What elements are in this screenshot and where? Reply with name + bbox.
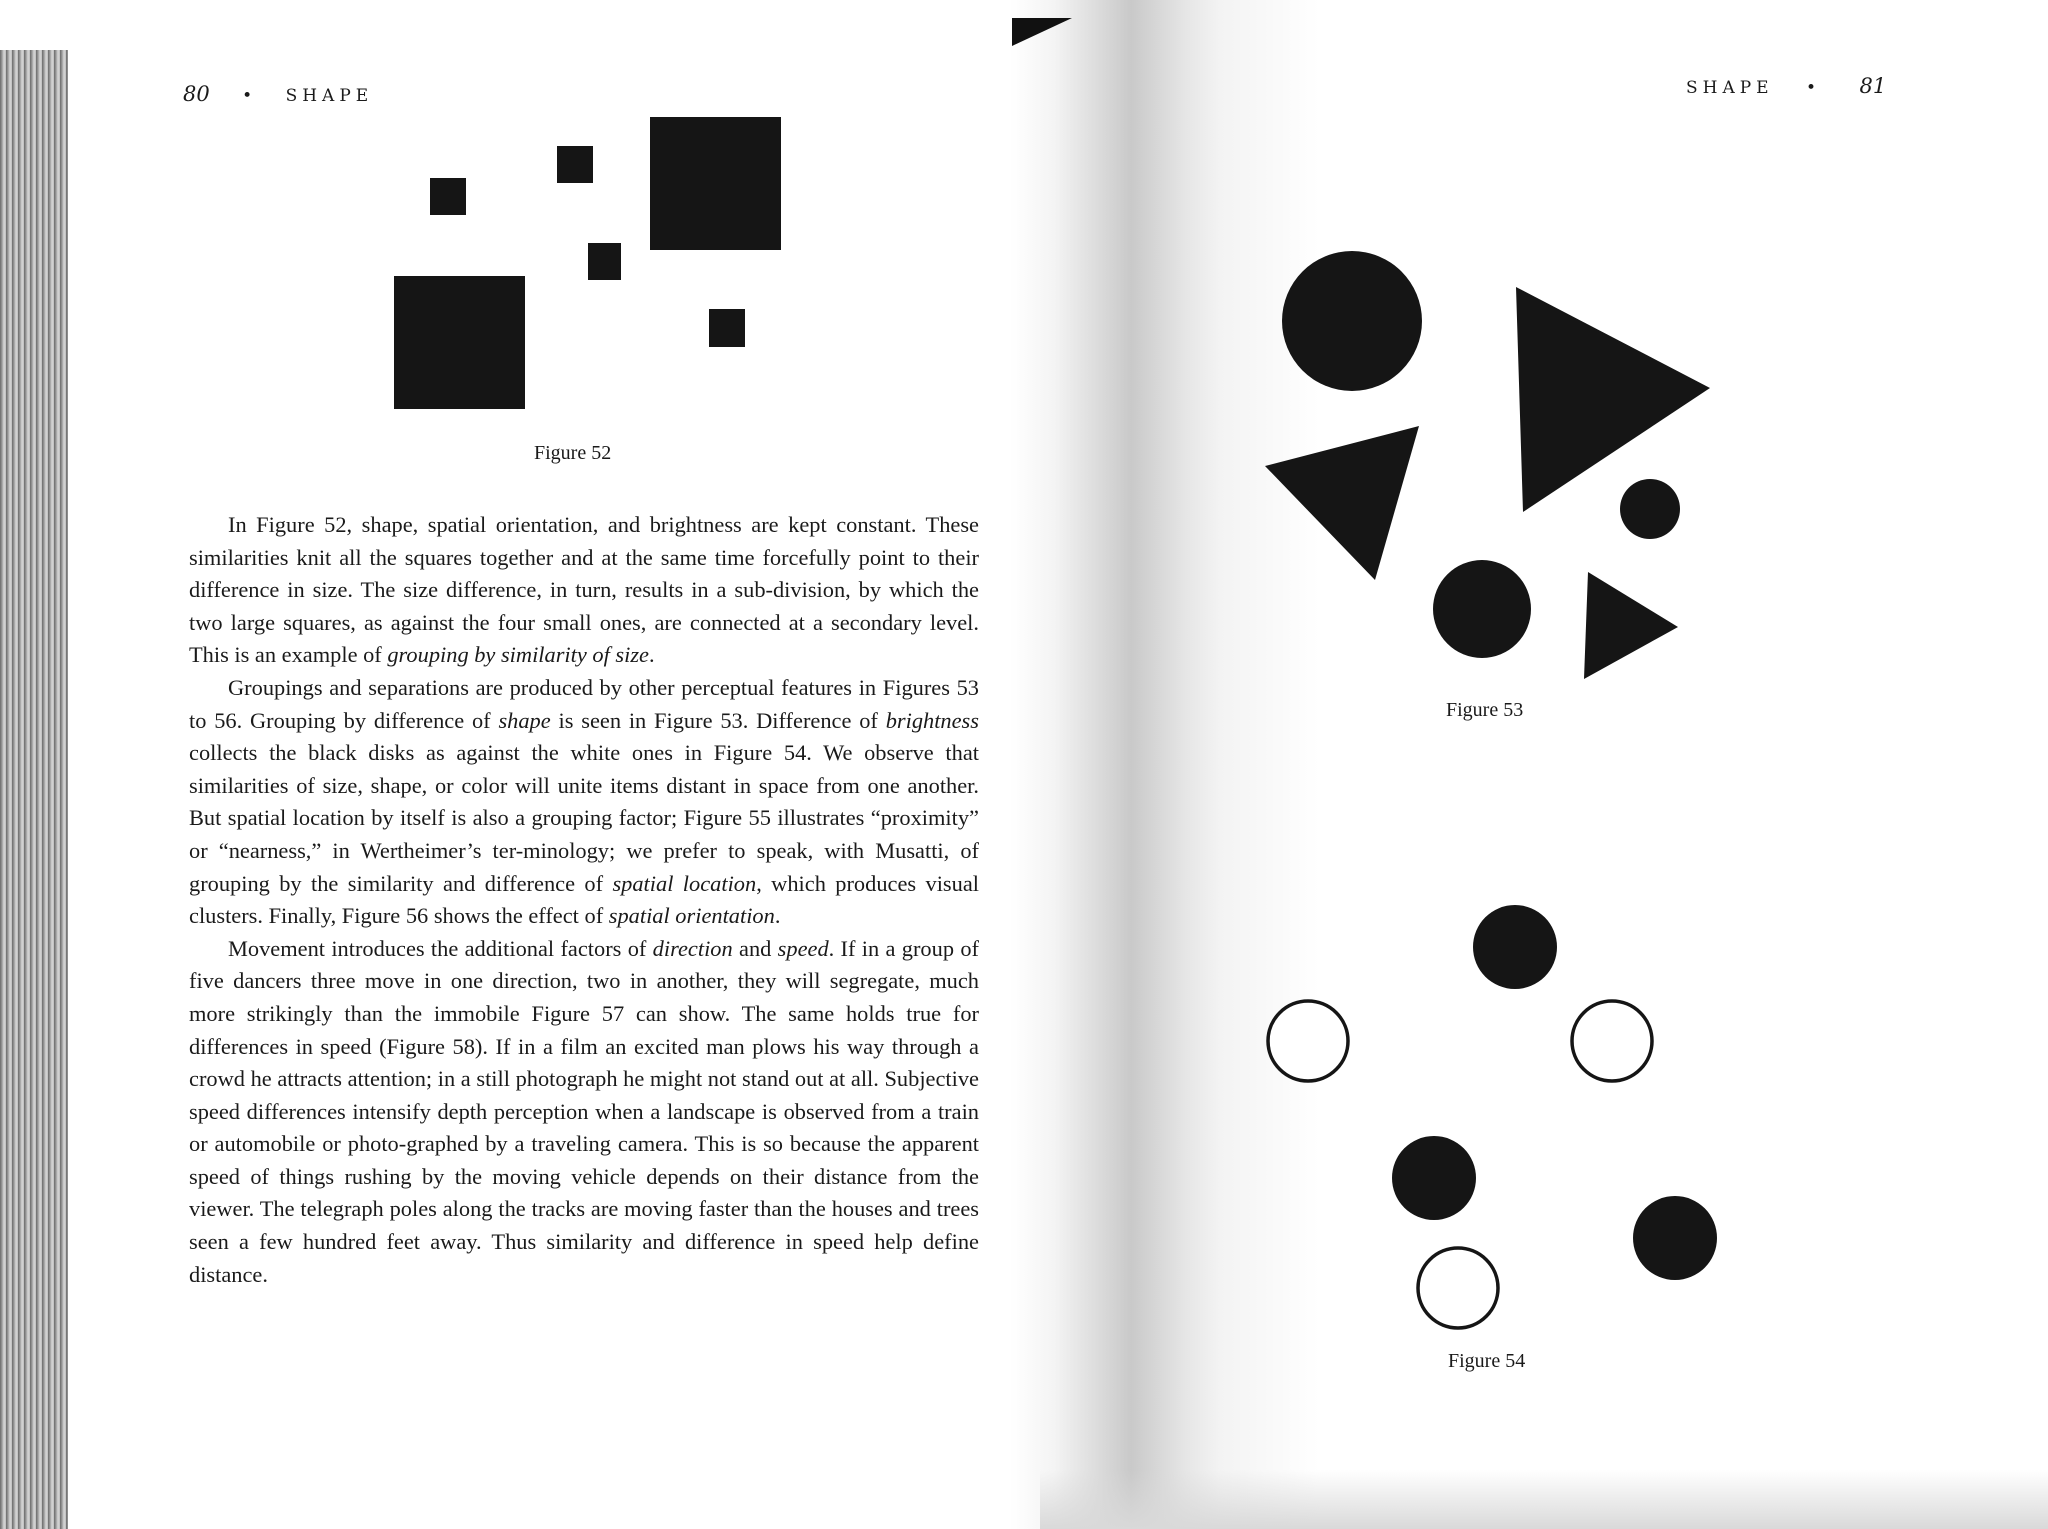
right-running-head	[1686, 74, 1886, 98]
figure-52-large-square	[394, 276, 525, 409]
italic-term: spatial orientation	[608, 903, 775, 929]
left-running-title: SHAPE	[285, 86, 374, 106]
figure-54-caption: Figure 54	[1448, 1350, 1526, 1372]
book-gutter-shadow	[1010, 0, 1230, 1529]
left-running-head	[183, 82, 373, 106]
italic-term: shape	[498, 707, 551, 733]
left-folio: 80	[183, 82, 210, 106]
bullet: •	[242, 86, 258, 106]
text-run: . If in a group of five dancers three move in one direction, two in another, they will segregate, much more strikingly than the immobile Figure 57 can show. The same holds true for differences in speed (Figure 58). If in a film an excited man plows his way through a crowd he attracts attention; in a still photograph he might not stand out at all. Subjective speed differences intensify depth perception when a landscape is observed from a train or automobile or photo-graphed by a traveling camera. This is so because the apparent speed of things rushing by the moving vehicle depends on their distance from the viewer. The telegraph poles along the tracks are moving faster than the houses and trees seen a few hundred feet away. Thus similarity and difference in speed help define distance.	[189, 935, 979, 1287]
figure-52-caption: Figure 52	[534, 442, 612, 464]
text-run: is seen in Figure 53. Difference of	[550, 707, 886, 733]
right-running-title: SHAPE	[1686, 78, 1774, 98]
bottom-shadow	[1040, 1470, 2048, 1529]
italic-term: spatial location	[612, 870, 757, 896]
body-text	[189, 509, 979, 1291]
figure-53-caption: Figure 53	[1446, 699, 1524, 721]
text-run: .	[649, 642, 655, 668]
figure-52-small-square	[709, 309, 745, 347]
figure-52-small-square	[557, 146, 593, 183]
right-page	[1220, 0, 2048, 1529]
paragraph	[189, 933, 979, 1292]
text-run: collects the black disks as against the white ones in Figure 54. We observe that similarities of size, shape, or color will unite items distant in space from one another. But spatial location by itself is also a grouping factor; Figure 55 illustrates “proximity” or “nearness,” in Wertheimer’s ter-minology; we prefer to speak, with Musatti, of grouping by the similarity and difference of	[189, 740, 979, 896]
figure-52-large-square	[650, 117, 781, 250]
text-run: Groupings and separations are produced by other perceptual features in Figures 53 to 56. Grouping by difference of	[189, 674, 979, 733]
italic-term: brightness	[885, 707, 979, 733]
figure-52-small-square	[588, 243, 621, 280]
italic-term: direction	[652, 935, 733, 961]
figure-52-small-square	[430, 178, 466, 215]
text-run: .	[774, 903, 781, 929]
italic-term: speed	[777, 935, 829, 961]
bullet: •	[1806, 78, 1822, 98]
text-run: and	[732, 935, 778, 961]
text-run: , which produces visual clusters. Finally, Figure 56 shows the effect of	[189, 870, 979, 929]
italic-term: grouping by similarity of size	[387, 642, 649, 668]
page-edges	[0, 50, 70, 1529]
paragraph	[189, 509, 979, 672]
paragraph	[189, 672, 979, 933]
right-folio: 81	[1859, 74, 1887, 98]
text-run: Movement introduces the additional factors of	[228, 935, 653, 961]
text-run: In Figure 52, shape, spatial orientation, and brightness are kept constant. These similarities knit all the squares together and at the same time forcefully point to their difference in size. The size difference, in turn, results in a sub-division, by which the two large squares, as against the four small ones, are connected at a secondary level. This is an example of	[189, 512, 979, 668]
